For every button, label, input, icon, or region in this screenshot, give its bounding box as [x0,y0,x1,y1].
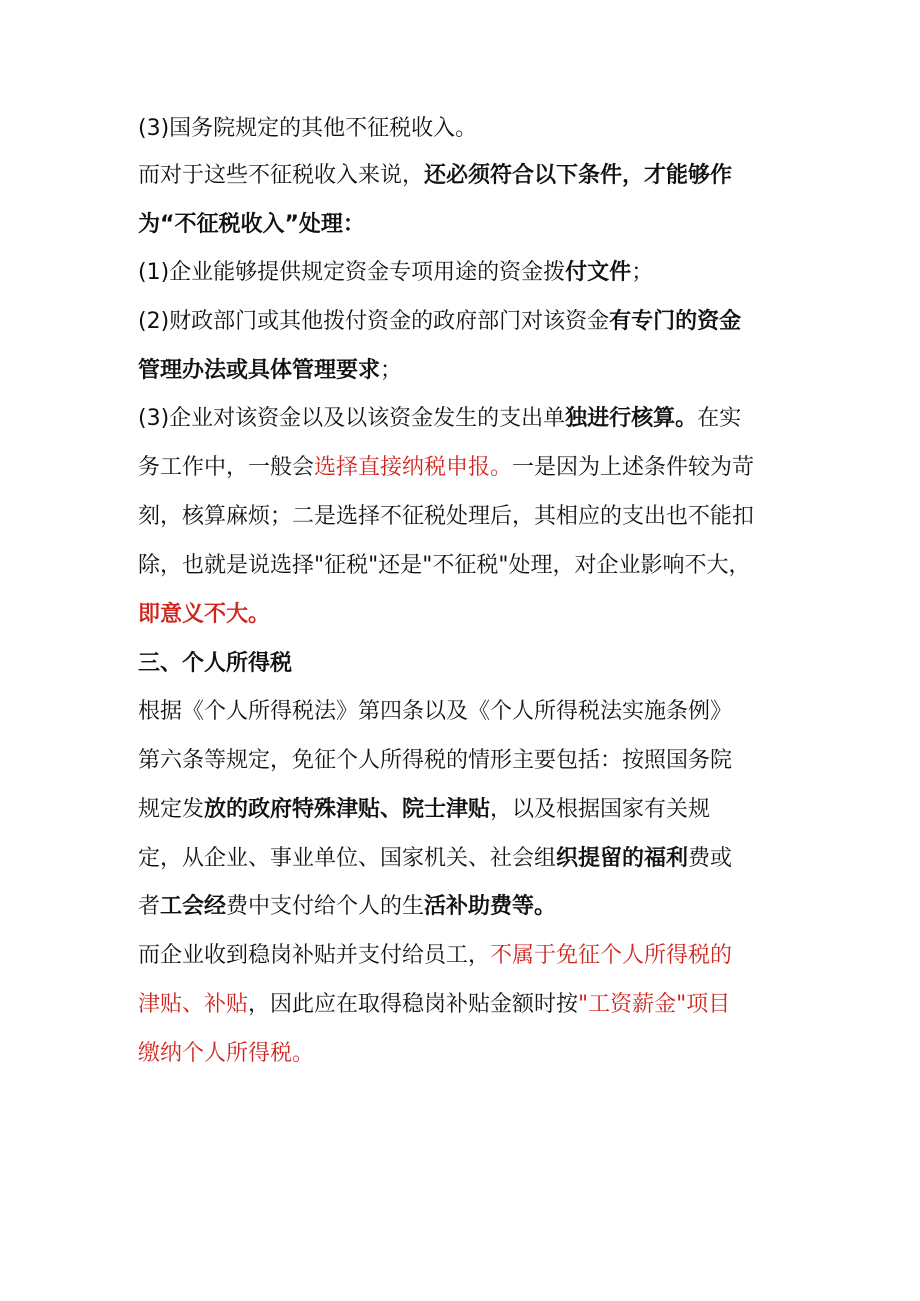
text-line [138,795,710,825]
bold-text-run: 还必须符合以下条件，才能够作 [424,163,733,188]
text-line [138,990,730,1020]
text-run: ； [380,358,403,383]
text-line [138,502,754,532]
text-run: ，以及根据国家有关规 [490,797,711,822]
text-run: ，因此应在取得稳岗补贴金额时按 [248,992,579,1017]
text-line [138,453,754,483]
text-line [138,210,365,240]
text-run: 而对于这些不征税收入来说， [138,163,425,188]
bold-text-run: 工会经 [160,894,227,919]
text-line [138,697,732,727]
text-run: (3)国务院规定的其他不征税收入。 [138,116,478,141]
text-run: 根据《个人所得税法》第四条以及《个人所得税法实施条例》 [138,699,733,724]
highlighted-text-run: "工资薪金"项目 [578,992,731,1017]
text-run: (3)企业对该资金以及以该资金发生的支出单 [138,406,566,431]
bold-text-run: 活补助费等。 [424,894,557,919]
highlighted-text-run: 选择直接纳税申报。 [314,455,513,480]
text-line [138,356,402,386]
text-line [138,114,477,144]
highlighted-text-run: 津贴、补贴 [138,992,249,1017]
text-run: 务工作中，一般会 [138,455,315,480]
text-line [138,258,653,288]
text-run: 规定发 [138,797,205,822]
text-line [138,404,741,434]
text-line [138,649,292,679]
text-run: 除，也就是说选择"征税"还是"不征税"处理，对企业影响不大， [138,553,751,578]
text-run: 费中支付给个人的生 [226,894,425,919]
text-run: 第六条等规定，免征个人所得税的情形主要包括：按照国务院 [138,748,733,773]
text-line [138,307,741,337]
text-run: 而企业收到稳岗补贴并支付给员工， [138,943,491,968]
text-run: 者 [138,894,161,919]
bold-text-run: 独进行核算。 [565,406,698,431]
text-line [138,892,556,922]
bold-text-run: 管理办法或具体管理要求 [138,358,381,383]
text-line [138,746,732,776]
bold-text-run: 织提留的福利 [556,846,689,871]
highlighted-text-run: 缴纳个人所得税。 [138,1041,315,1066]
text-line [138,551,750,581]
bold-text-run: 为“不征税收入”处理： [138,212,365,237]
text-run: 定，从企业、事业单位、国家机关、社会组 [138,846,557,871]
bold-text-run: 付文件 [565,260,632,285]
text-line [138,844,732,874]
text-run: 费或 [688,846,733,871]
text-line [138,600,270,630]
text-run: (2)财政部门或其他拨付资金的政府部门对该资金 [138,309,610,334]
text-line [138,941,732,971]
highlighted-text-run: 即意义不大。 [138,602,271,627]
text-run: (1)企业能够提供规定资金专项用途的资金拨 [138,260,566,285]
bold-text-run: 有专门的资金 [609,309,742,334]
highlighted-text-run: 不属于免征个人所得税的 [490,943,733,968]
text-line [138,161,732,191]
text-line [138,1039,314,1069]
text-run: 一是因为上述条件较为苛 [512,455,755,480]
bold-text-run: 放的政府特殊津贴、院士津贴 [204,797,491,822]
text-run: 刻，核算麻烦；二是选择不征税处理后，其相应的支出也不能扣 [138,504,755,529]
text-run: ； [631,260,654,285]
text-run: 在实 [697,406,742,431]
bold-text-run: 三、个人所得税 [138,651,293,676]
